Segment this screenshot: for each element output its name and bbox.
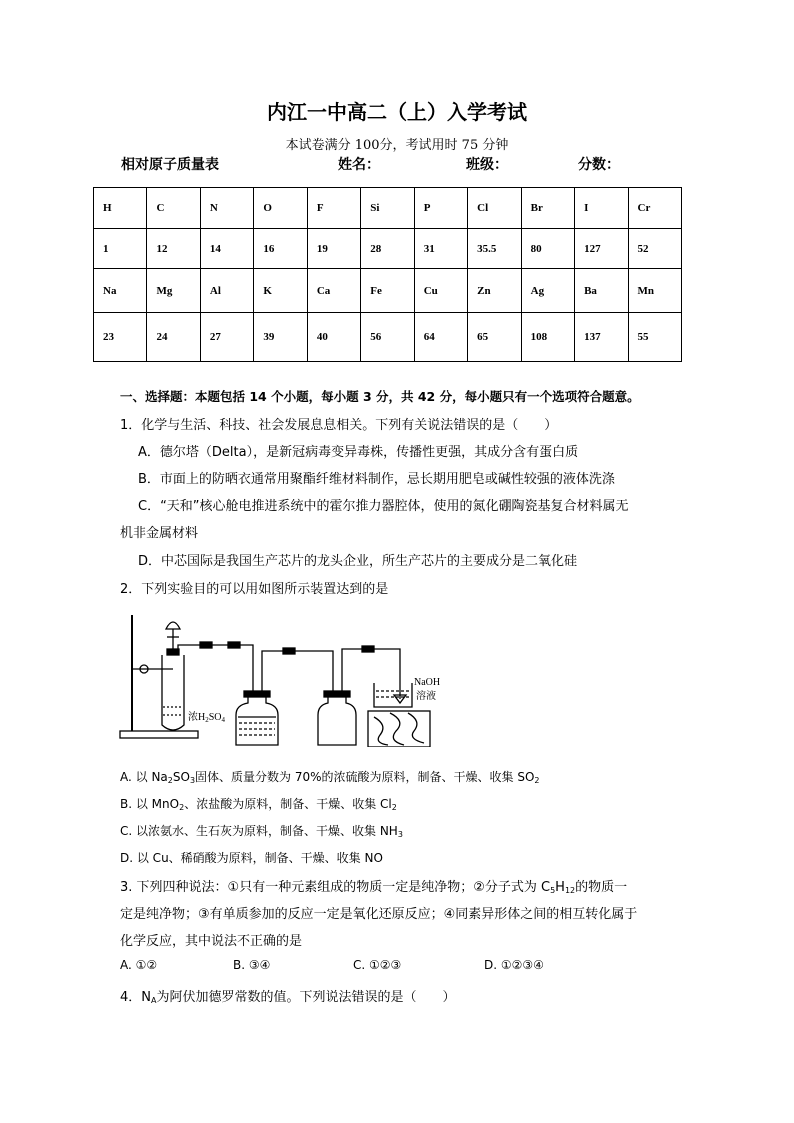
table-cell: 52 (628, 229, 681, 269)
table-cell: 31 (414, 229, 467, 269)
table-cell: 108 (521, 313, 574, 362)
table-cell: Na (94, 269, 147, 313)
question-3-option-d: D. ①②③④ (484, 958, 544, 972)
table-cell: O (254, 188, 307, 229)
table-cell: Mg (147, 269, 200, 313)
reaction-test-tube (162, 655, 184, 730)
table-row-symbols-1 (94, 188, 682, 229)
atomic-mass-table (93, 187, 682, 362)
question-1-option-b: B．市面上的防晒衣通常用聚酯纤维材料制作，忌长期用肥皂或碱性较强的液体洗涤 (138, 472, 615, 487)
table-cell: Si (361, 188, 414, 229)
table-cell: 16 (254, 229, 307, 269)
question-1-option-a: A．德尔塔（Delta），是新冠病毒变异毒株，传播性更强，其成分含有蛋白质 (138, 445, 579, 460)
table-cell: 12 (147, 229, 200, 269)
question-2-option-c: C. 以浓氨水、生石灰为原料，制备、干燥、收集 $NH_3$ (120, 824, 403, 839)
table-cell: F (307, 188, 360, 229)
separatory-funnel (166, 622, 180, 629)
table-cell: 40 (307, 313, 360, 362)
table-cell: 28 (361, 229, 414, 269)
table-cell: Zn (468, 269, 521, 313)
question-2-option-b: B. 以 MnO$_2$、浓盐酸为原料，制备、干燥、收集 $Cl_2$ (120, 797, 397, 812)
question-1-option-c: C．“天和”核心舱电推进系统中的霍尔推力器腔体，使用的氮化硼陶瓷基复合材料属无 (138, 499, 629, 514)
table-row-symbols-2 (94, 269, 682, 313)
exam-title: 内江一中高二（上）入学考试 (267, 100, 527, 124)
class-label: 班级： (466, 157, 508, 173)
table-cell: Ba (575, 269, 628, 313)
table-row-masses-2 (94, 313, 682, 362)
table-cell: 27 (200, 313, 253, 362)
table-cell: 64 (414, 313, 467, 362)
table-cell: 56 (361, 313, 414, 362)
table-cell: 35.5 (468, 229, 521, 269)
table-cell: P (414, 188, 467, 229)
figure-label-concentrated-acid: 浓$H_2SO_4$ (188, 712, 226, 724)
table-cell: 24 (147, 313, 200, 362)
table-cell: K (254, 269, 307, 313)
question-3-option-a: A. ①② (120, 958, 158, 972)
table-cell: 39 (254, 313, 307, 362)
table-cell: Ag (521, 269, 574, 313)
exam-subtitle: 本试卷满分 100分，考试用时 75 分钟 (285, 138, 509, 153)
stand-base (120, 731, 198, 738)
section-heading: 一、选择题：本题包括 14 个小题，每小题 3 分，共 42 分，每小题只有一个选项符合题意。 (120, 389, 640, 404)
name-label: 姓名： (338, 157, 380, 173)
question-1-option-c-cont: 机非金属材料 (120, 526, 199, 541)
table-cell: I (575, 188, 628, 229)
question-1-stem: 1．化学与生活、科技、社会发展息息相关。下列有关说法错误的是（ ） (120, 418, 558, 433)
table-cell: Cu (414, 269, 467, 313)
question-3-stem-line1: 3. 下列四种说法：①只有一种元素组成的物质一定是纯净物；②分子式为 $C_5H_{12}$的物质一 (120, 880, 628, 895)
table-cell: 65 (468, 313, 521, 362)
question-3-stem-line3: 化学反应，其中说法不正确的是 (120, 934, 303, 949)
question-3-option-b: B. ③④ (233, 958, 271, 972)
question-1-option-d: D．中芯国际是我国生产芯片的龙头企业，所生产芯片的主要成分是二氧化硅 (138, 554, 578, 569)
table-cell: 127 (575, 229, 628, 269)
gas-apparatus-figure (118, 607, 448, 747)
table-cell: 19 (307, 229, 360, 269)
table-cell: 1 (94, 229, 147, 269)
table-cell: Cr (628, 188, 681, 229)
table-cell: C (147, 188, 200, 229)
figure-label-solution: 溶液 (416, 691, 436, 702)
score-label: 分数： (578, 157, 620, 173)
atomic-mass-table-label: 相对原子质量表 (121, 157, 219, 173)
table-cell: Fe (361, 269, 414, 313)
table-cell: Br (521, 188, 574, 229)
drying-bottle (236, 697, 278, 745)
collection-bottle (318, 697, 356, 745)
question-3-stem-line2: 定是纯净物；③有单质参加的反应一定是氧化还原反应；④同素异形体之间的相互转化属于 (120, 907, 638, 922)
delivery-tube-2 (262, 651, 333, 693)
table-cell: Mn (628, 269, 681, 313)
table-cell: Ca (307, 269, 360, 313)
table-cell: 23 (94, 313, 147, 362)
delivery-tube-1 (178, 645, 253, 693)
question-4-stem: 4．$N_A$为阿伏加德罗常数的值。下列说法错误的是（ ） (120, 990, 456, 1005)
table-cell: Cl (468, 188, 521, 229)
table-cell: Al (200, 269, 253, 313)
table-cell: 55 (628, 313, 681, 362)
table-cell: 80 (521, 229, 574, 269)
question-2-option-d: D. 以 Cu、稀硝酸为原料，制备、干燥、收集 NO (120, 851, 383, 865)
table-cell: 14 (200, 229, 253, 269)
question-3-option-c: C. ①②③ (353, 958, 402, 972)
question-2-stem: 2．下列实验目的可以用如图所示装置达到的是 (120, 582, 389, 597)
table-row-masses-1 (94, 229, 682, 269)
table-cell: 137 (575, 313, 628, 362)
table-cell: H (94, 188, 147, 229)
question-2-option-a: A. 以 $Na_2SO_3$固体、质量分数为 70%的浓硫酸为原料，制备、干燥、收集 $SO_2$ (120, 770, 540, 785)
table-cell: N (200, 188, 253, 229)
figure-label-naoh: NaOH (414, 677, 441, 688)
